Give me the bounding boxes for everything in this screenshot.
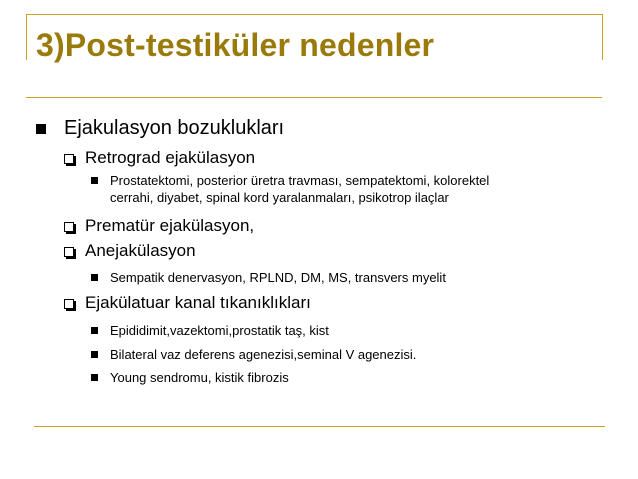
- title-underline-rule: [26, 97, 602, 98]
- filled-square-bullet-icon: [36, 124, 46, 134]
- hollow-square-bullet-icon: [64, 154, 74, 164]
- bullet-item-anejakulasyon: [64, 241, 196, 261]
- small-square-bullet-icon: [91, 351, 98, 358]
- small-square-bullet-icon: [91, 177, 98, 184]
- hollow-square-bullet-icon: [64, 222, 74, 232]
- frame-right-rule: [602, 14, 603, 60]
- bullet-item-prematur-ejakulasyon: [64, 216, 254, 236]
- bullet-text: Anejakülasyon: [85, 241, 196, 260]
- slide-title: 3)Post-testiküler nedenler: [36, 27, 435, 63]
- bullet-text-line-1: Prostatektomi, posterior üretra travması, sempatektomi, kolorektel: [110, 173, 490, 188]
- bullet-text-line-2: cerrahi, diyabet, spinal kord yaralanmaları, psikotrop ilaçlar: [110, 190, 449, 205]
- bullet-text: Bilateral vaz deferens agenezisi,seminal V agenezisi.: [110, 347, 417, 362]
- hollow-square-bullet-icon: [64, 247, 74, 257]
- bullet-item-bilateral-vaz: [91, 346, 416, 363]
- bullet-text: Retrograd ejakülasyon: [85, 148, 256, 167]
- frame-top-rule: [26, 14, 602, 15]
- bullet-item-ejakulasyon-bozukluklari: [36, 117, 284, 140]
- bullet-text: Ejakülatuar kanal tıkanıklıkları: [85, 293, 311, 312]
- bullet-text: Epididimit,vazektomi,prostatik taş, kist: [110, 323, 329, 338]
- bullet-item-ejakulatuar-kanal: [64, 293, 311, 313]
- bullet-item-anejakulasyon-causes: [91, 269, 446, 286]
- hollow-square-bullet-icon: [64, 299, 74, 309]
- bullet-text-block: [110, 172, 489, 206]
- small-square-bullet-icon: [91, 327, 98, 334]
- bullet-item-young-sendromu: [91, 369, 289, 386]
- bullet-text: Prematür ejakülasyon,: [85, 216, 255, 235]
- bullet-text: Young sendromu, kistik fibrozis: [110, 370, 289, 385]
- bullet-item-epididimit: [91, 322, 329, 339]
- small-square-bullet-icon: [91, 374, 98, 381]
- bullet-text: Ejakulasyon bozuklukları: [64, 117, 285, 139]
- small-square-bullet-icon: [91, 274, 98, 281]
- bullet-item-retrograd-causes: [91, 172, 489, 206]
- frame-left-rule: [26, 14, 27, 60]
- bullet-text: Sempatik denervasyon, RPLND, DM, MS, transvers myelit: [110, 270, 446, 285]
- footer-rule: [34, 426, 605, 427]
- bullet-item-retrograd-ejakulasyon: [64, 148, 255, 168]
